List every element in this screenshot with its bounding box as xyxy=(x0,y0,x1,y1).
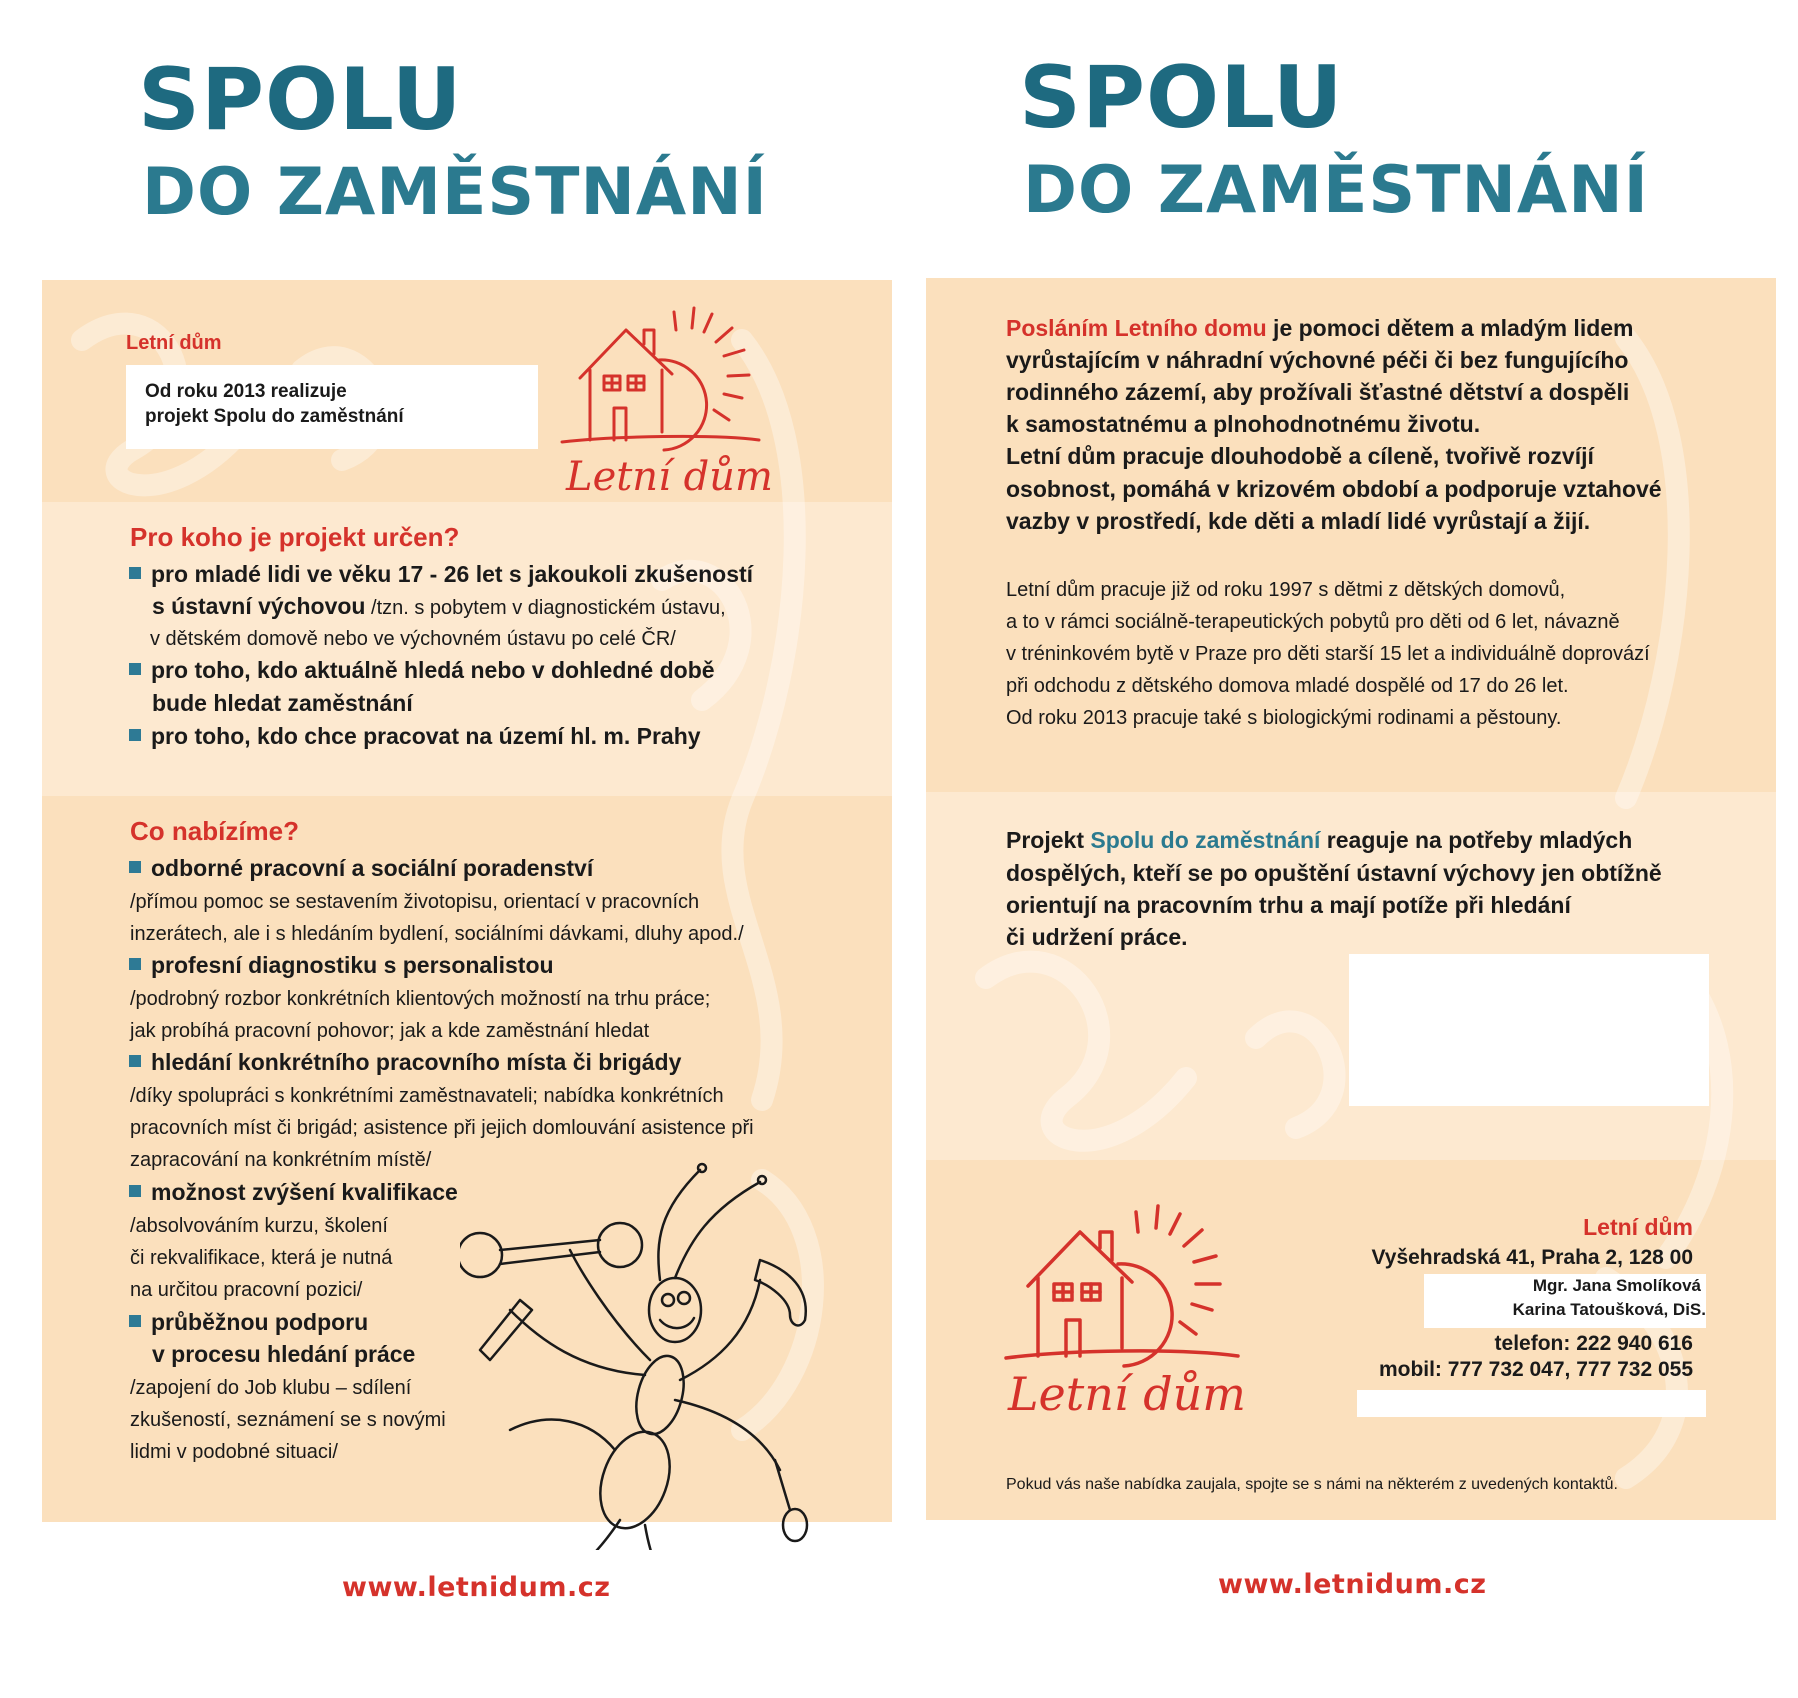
offer-item-5-title-2: v procesu hledání práce xyxy=(152,1341,416,1367)
mission-line-3: rodinného zázemí, aby prožívali šťastné dětství a dospěli xyxy=(1006,379,1630,405)
history-line-2: a to v rámci sociálně-terapeutických pobytů pro děti od 6 let, návazně xyxy=(1006,611,1620,633)
offer-item-4: možnost zvýšení kvalifikace xyxy=(129,1176,458,1208)
website-link[interactable]: www.letnidum.cz xyxy=(342,1572,611,1603)
org-label: Letní dům xyxy=(126,332,222,354)
target-bullet-2: pro toho, kdo aktuálně hledá nebo v dohledné době xyxy=(129,654,715,686)
target-bullet-2-line-2: bude hledat zaměstnání xyxy=(152,690,413,716)
mission-line-7: vazby v prostředí, kde děti a mladí lidé vyrůstají a žijí. xyxy=(1006,508,1591,534)
mission-line-5: Letní dům pracuje dlouhodobě a cíleně, tvořivě rozvíjí xyxy=(1006,443,1594,469)
offer-item-3-desc-2: pracovních míst či brigád; asistence při jejich domlouvání asistence při xyxy=(130,1117,754,1139)
project-line-2: dospělých, kteří se po opuštění ústavní výchovy jen obtížně xyxy=(1006,860,1662,886)
offer-item-3-desc-1: /díky spolupráci s konkrétními zaměstnavateli; nabídka konkrétních xyxy=(130,1085,724,1107)
contact-org: Letní dům xyxy=(1583,1214,1693,1240)
offer-item-5-desc-1: /zapojení do Job klubu – sdílení xyxy=(130,1377,412,1399)
contact-person-1: Mgr. Jana Smolíková xyxy=(1532,1276,1701,1295)
history-line-4: při odchodu z dětského domova mladé dospělé od 17 do 26 let. xyxy=(1006,675,1569,697)
title-spolu: SPOLU xyxy=(1019,48,1344,148)
offer-item-5-desc-2: zkušeností, seznámení se s novými xyxy=(130,1409,446,1431)
title-spolu: SPOLU xyxy=(138,50,463,150)
contact-mobile: mobil: 777 732 047, 777 732 055 xyxy=(1378,1358,1693,1381)
offer-heading: Co nabízíme? xyxy=(130,816,300,846)
contact-address: Vyšehradská 41, Praha 2, 128 00 xyxy=(1371,1246,1693,1269)
target-bullet-1-line-3: v dětském domově nebo ve výchovném ústavu po celé ČR/ xyxy=(150,628,676,650)
offer-item-5-desc-3: lidmi v podobné situaci/ xyxy=(130,1441,338,1463)
ant-illustration-icon xyxy=(460,1160,860,1550)
offer-item-1: odborné pracovní a sociální poradenství xyxy=(129,852,593,884)
target-bullet-3: pro toho, kdo chce pracovat na území hl. m. Prahy xyxy=(129,720,701,752)
target-bullet-1-line-2: s ústavní výchovou /tzn. s pobytem v diagnostickém ústavu, xyxy=(152,593,726,619)
title-do-zamestnani: DO ZAMĚSTNÁNÍ xyxy=(1023,153,1649,228)
intro-line-1: Od roku 2013 realizuje xyxy=(145,381,347,402)
target-bullet-1: pro mladé lidi ve věku 17 - 26 let s jakoukoli zkušeností xyxy=(129,558,753,590)
title-do-zamestnani: DO ZAMĚSTNÁNÍ xyxy=(142,155,768,230)
history-line-3: v tréninkovém bytě v Praze pro děti starší 15 let a individuálně doprovází xyxy=(1006,643,1650,665)
house-sun-logo-icon xyxy=(998,1198,1268,1418)
offer-item-4-desc-1: /absolvováním kurzu, školení xyxy=(130,1215,388,1237)
intro-line-2: projekt Spolu do zaměstnání xyxy=(145,406,404,427)
offer-item-5: průběžnou podporu xyxy=(129,1306,368,1338)
mission-line-2: vyrůstajícím v náhradní výchovné péči či bez fungujícího xyxy=(1006,347,1629,373)
project-line-1: Projekt Spolu do zaměstnání reaguje na potřeby mladých xyxy=(1006,827,1633,853)
blank-box xyxy=(1349,954,1709,1106)
contact-persons-box xyxy=(1424,1274,1706,1328)
history-line-1: Letní dům pracuje již od roku 1997 s dětmi z dětských domovů, xyxy=(1006,579,1566,601)
history-line-5: Od roku 2013 pracuje také s biologickými rodinami a pěstouny. xyxy=(1006,707,1562,729)
project-line-4: či udržení práce. xyxy=(1006,924,1188,950)
offer-item-4-desc-2: či rekvalifikace, která je nutná xyxy=(130,1247,393,1269)
bullet-square-icon xyxy=(129,958,141,970)
bullet-square-icon xyxy=(129,1315,141,1327)
target-heading: Pro koho je projekt určen? xyxy=(130,522,460,552)
contact-phone: telefon: 222 940 616 xyxy=(1494,1332,1693,1355)
blank-strip xyxy=(1357,1390,1706,1417)
bullet-square-icon xyxy=(129,1055,141,1067)
bullet-square-icon xyxy=(129,567,141,579)
offer-item-3-desc-3: zapracování na konkrétním místě/ xyxy=(130,1149,432,1171)
bullet-square-icon xyxy=(129,1185,141,1197)
mission-line-4: k samostatnému a plnohodnotnému životu. xyxy=(1006,411,1481,437)
footer-note: Pokud vás naše nabídka zaujala, spojte se s námi na některém z uvedených kontaktů. xyxy=(1006,1476,1618,1493)
contact-person-2: Karina Tatoušková, DiS. xyxy=(1512,1300,1706,1319)
offer-item-3: hledání konkrétního pracovního místa či brigády xyxy=(129,1046,681,1078)
logo-text: Letní dům xyxy=(1008,1367,1246,1418)
right-panel xyxy=(926,278,1776,1520)
right-page xyxy=(899,0,1798,1698)
website-link[interactable]: www.letnidum.cz xyxy=(1218,1569,1487,1600)
bullet-square-icon xyxy=(129,861,141,873)
mission-line-6: osobnost, pomáhá v krizovém období a podporuje vztahové xyxy=(1006,476,1662,502)
intro-box xyxy=(126,365,538,449)
offer-item-1-desc-2: inzerátech, ale i s hledáním bydlení, sociálními dávkami, dluhy apod./ xyxy=(130,923,744,945)
offer-item-2: profesní diagnostiku s personalistou xyxy=(129,949,554,981)
bullet-square-icon xyxy=(129,663,141,675)
offer-item-4-desc-3: na určitou pracovní pozici/ xyxy=(130,1279,363,1301)
offer-item-2-desc-2: jak probíhá pracovní pohovor; jak a kde zaměstnání hledat xyxy=(130,1020,650,1042)
bullet-square-icon xyxy=(129,729,141,741)
logo-text: Letní dům xyxy=(566,454,773,500)
mission-line-1: Posláním Letního domu je pomoci dětem a mladým lidem xyxy=(1006,315,1634,341)
house-sun-logo-icon xyxy=(554,300,784,500)
offer-item-2-desc-1: /podrobný rozbor konkrétních klientových možností na trhu práce; xyxy=(130,988,711,1010)
offer-item-1-desc-1: /přímou pomoc se sestavením životopisu, orientací v pracovních xyxy=(130,891,700,913)
project-line-3: orientují na pracovním trhu a mají potíže při hledání xyxy=(1006,892,1571,918)
